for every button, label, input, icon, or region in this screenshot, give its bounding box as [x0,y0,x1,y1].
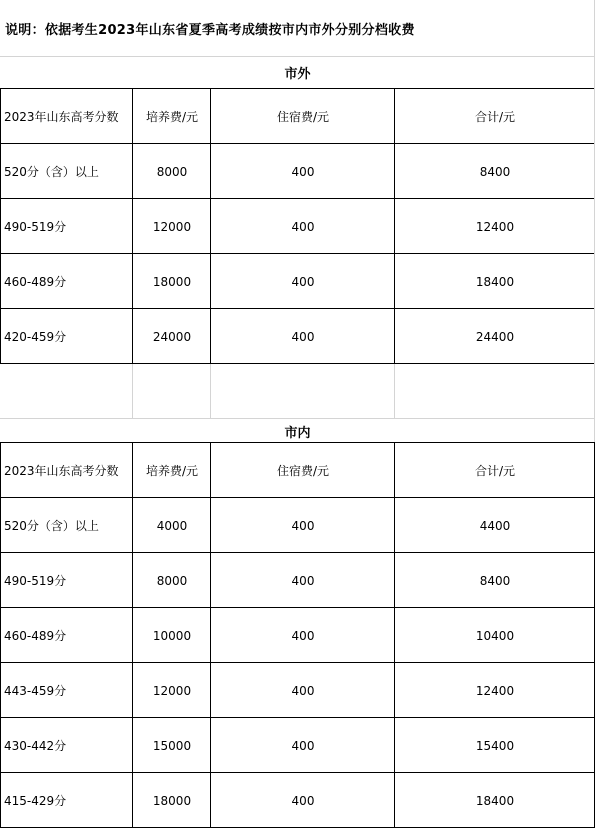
outside-row [0,309,595,364]
grid-line [0,497,595,498]
grid-line [0,253,595,254]
inside-header-accommodation-fee: 住宿费/元 [276,464,330,478]
inside-row [0,718,595,773]
score-range-cell: 420-459分 [4,330,67,344]
training-fee-cell: 12000 [152,219,192,234]
score-range-cell: 490-519分 [4,220,67,234]
score-range-cell: 490-519分 [4,574,67,588]
total-fee-cell: 15400 [475,738,515,753]
total-fee-cell: 8400 [479,573,511,588]
grid-line [0,308,595,309]
grid-line [0,442,1,828]
training-fee-cell: 10000 [152,628,192,643]
total-fee-cell: 24400 [475,329,515,344]
grid-line [0,363,595,364]
score-range-cell: 460-489分 [4,275,67,289]
outside-row [0,254,595,309]
grid-line [394,88,395,364]
inside-row [0,498,595,553]
inside-header-score: 2023年山东高考分数 [4,464,119,478]
training-fee-cell: 12000 [152,683,192,698]
grid-line [0,418,595,419]
grid-line [394,442,395,828]
grid-line [394,364,395,419]
accommodation-fee-cell: 400 [291,793,315,808]
grid-line [210,364,211,419]
inside-header-row [0,443,595,498]
total-fee-cell: 18400 [475,274,515,289]
section-title-outside: 市外 [284,66,311,82]
inside-row [0,608,595,663]
accommodation-fee-cell: 400 [291,164,315,179]
inside-header-training-fee: 培养费/元 [145,464,199,478]
training-fee-cell: 8000 [156,573,188,588]
outside-header-accommodation-fee: 住宿费/元 [276,110,330,124]
outside-header-training-fee: 培养费/元 [145,110,199,124]
total-fee-cell: 4400 [479,518,511,533]
grid-line [210,442,211,828]
accommodation-fee-cell: 400 [291,628,315,643]
grid-line [0,198,595,199]
grid-line [0,56,595,57]
accommodation-fee-cell: 400 [291,573,315,588]
score-range-cell: 520分（含）以上 [4,519,99,533]
grid-line [0,607,595,608]
grid-line [0,772,595,773]
accommodation-fee-cell: 400 [291,329,315,344]
total-fee-cell: 18400 [475,793,515,808]
grid-line [0,717,595,718]
training-fee-cell: 18000 [152,793,192,808]
training-fee-cell: 8000 [156,164,188,179]
training-fee-cell: 15000 [152,738,192,753]
accommodation-fee-cell: 400 [291,738,315,753]
accommodation-fee-cell: 400 [291,219,315,234]
grid-line [0,143,595,144]
inside-header-total: 合计/元 [474,464,516,478]
grid-line [0,442,595,443]
grid-line [0,662,595,663]
grid-line [132,364,133,419]
score-range-cell: 430-442分 [4,739,67,753]
fee-note: 说明：依据考生2023年山东省夏季高考成绩按市内市外分别分档收费 [5,22,415,38]
total-fee-cell: 8400 [479,164,511,179]
empty-spacer-row [0,364,595,419]
training-fee-cell: 24000 [152,329,192,344]
outside-row [0,199,595,254]
training-fee-cell: 4000 [156,518,188,533]
section-title-inside: 市内 [284,426,311,441]
grid-line [0,88,1,364]
outside-row [0,144,595,199]
outside-header-total: 合计/元 [474,110,516,124]
accommodation-fee-cell: 400 [291,518,315,533]
accommodation-fee-cell: 400 [291,683,315,698]
score-range-cell: 460-489分 [4,629,67,643]
inside-row [0,553,595,608]
outside-header-row [0,89,595,144]
grid-line [132,88,133,364]
inside-row [0,663,595,718]
grid-line [0,88,595,89]
training-fee-cell: 18000 [152,274,192,289]
total-fee-cell: 10400 [475,628,515,643]
score-range-cell: 520分（含）以上 [4,165,99,179]
total-fee-cell: 12400 [475,683,515,698]
score-range-cell: 443-459分 [4,684,67,698]
score-range-cell: 415-429分 [4,794,67,808]
grid-line [210,88,211,364]
inside-row [0,773,595,828]
accommodation-fee-cell: 400 [291,274,315,289]
grid-line [132,442,133,828]
total-fee-cell: 12400 [475,219,515,234]
outside-header-score: 2023年山东高考分数 [4,110,119,124]
grid-line [0,552,595,553]
